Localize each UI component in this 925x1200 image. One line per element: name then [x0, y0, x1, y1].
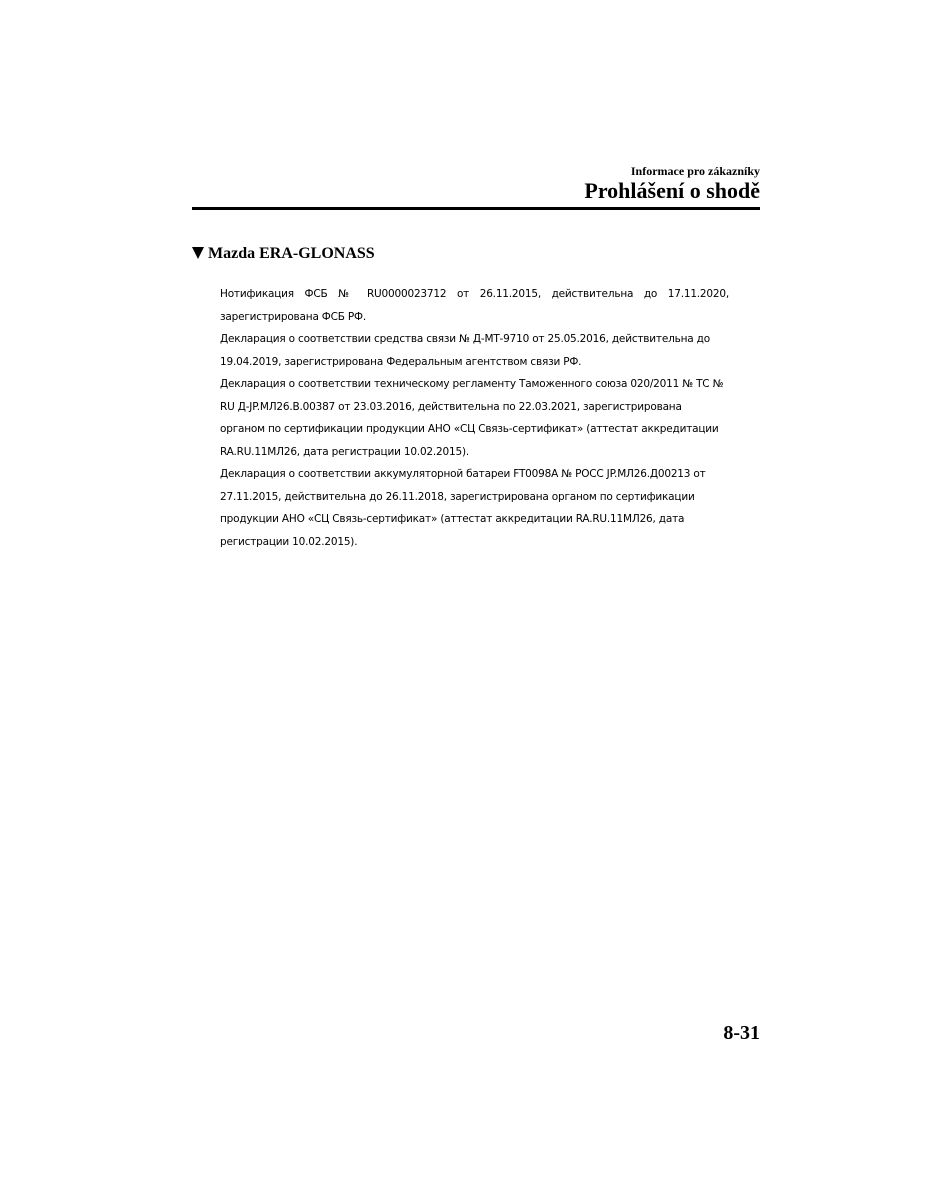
page-title: Prohlášení o shodě	[584, 178, 760, 203]
section-heading-label: Mazda ERA-GLONASS	[208, 245, 375, 262]
triangle-down-icon	[192, 247, 204, 259]
page-number: 8-31	[723, 1022, 760, 1044]
paragraph-battery-declaration: Декларация о соответствии аккумуляторной батареи FT0098A № РОСС JP.МЛ26.Д00213 от 27.11.2015, действительна до 26.11.2018, зарегистрирована органом по сертификации продукции АНО «СЦ Связь-сертификат» (аттестат аккредитации RA.RU.11МЛ26, дата регистрации 10.02.2015).	[220, 468, 706, 548]
paragraph-communication-declaration: Декларация о соответствии средства связи № Д-МТ-9710 от 25.05.2016, действительна до 19.04.2019, зарегистрирована Федеральным агентством связи РФ.	[220, 333, 710, 368]
section-body	[220, 283, 729, 553]
paragraph-customs-union-declaration: Декларация о соответствии техническому регламенту Таможенного союза 020/2011 № ТС № RU Д-JP.МЛ26.В.00387 от 23.03.2016, действительна по 22.03.2021, зарегистрирована органом по сертификации продукции АНО «СЦ Связь-сертификат» (аттестат аккредитации RA.RU.11МЛ26, дата регистрации 10.02.2015).	[220, 378, 724, 458]
paragraph-fsb-notification: Нотификация ФСБ № RU0000023712 от 26.11.2015, действительна до 17.11.2020, зарегистрирована ФСБ РФ.	[220, 288, 729, 323]
section-heading	[192, 244, 375, 264]
header-divider	[192, 207, 760, 210]
running-header-subtitle: Informace pro zákazníky	[630, 164, 760, 178]
